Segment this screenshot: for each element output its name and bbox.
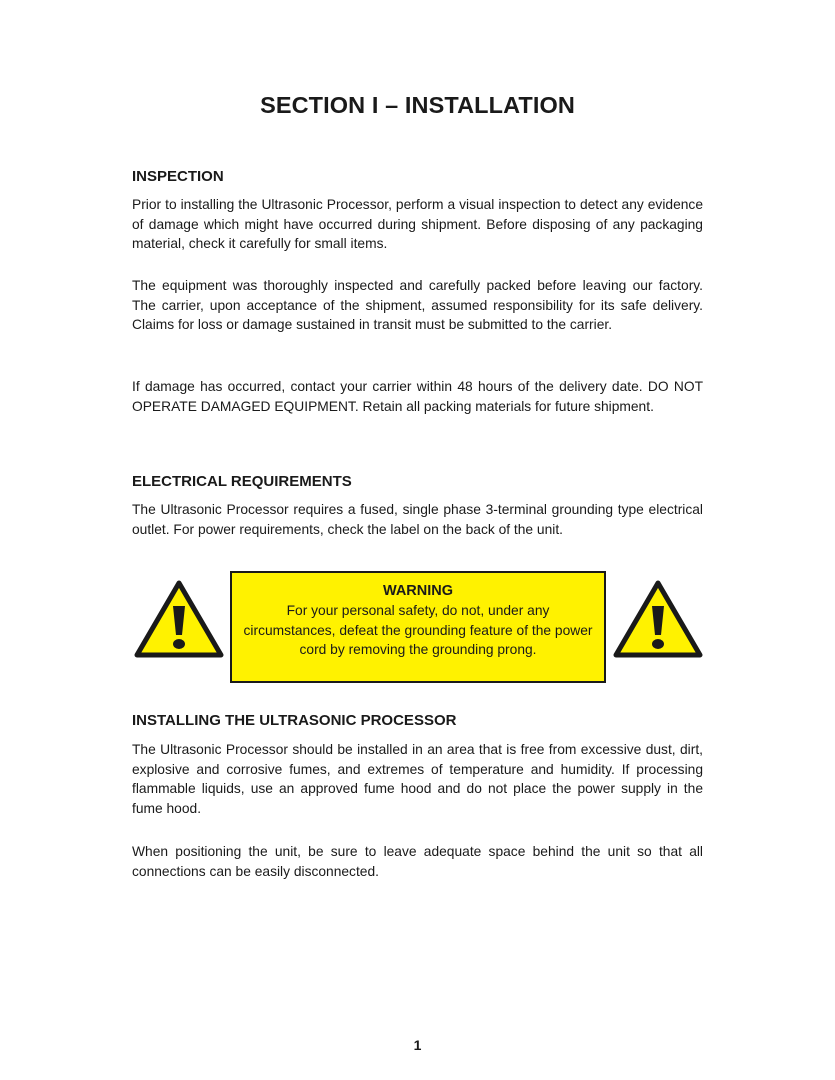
warning-box bbox=[230, 571, 606, 683]
electrical-paragraph: The Ultrasonic Processor requires a fused, single phase 3-terminal grounding type electrical outlet. For power requirements, check the label on the back of the unit. bbox=[132, 502, 703, 537]
installing-paragraph-2: When positioning the unit, be sure to leave adequate space behind the unit so that all connections can be easily disconnected. bbox=[132, 844, 703, 879]
page-title: SECTION I – INSTALLATION bbox=[260, 92, 575, 118]
electrical-heading: ELECTRICAL REQUIREMENTS bbox=[132, 473, 352, 490]
warning-notice bbox=[132, 571, 703, 687]
installing-heading: INSTALLING THE ULTRASONIC PROCESSOR bbox=[132, 712, 457, 729]
warning-triangle-icon bbox=[613, 580, 703, 658]
warning-triangle-icon bbox=[134, 580, 224, 658]
installing-paragraph-1: The Ultrasonic Processor should be installed in an area that is free from excessive dust, dirt, explosive and corrosive fumes, and extremes of temperature and humidity. If processing flammable liquids, use an approved fume hood and do not place the power supply in the fume hood. bbox=[132, 742, 703, 816]
inspection-paragraph-3: If damage has occurred, contact your carrier within 48 hours of the delivery date. DO NOT OPERATE DAMAGED EQUIPMENT. Retain all packing materials for future shipment. bbox=[132, 379, 703, 414]
inspection-paragraph-1: Prior to installing the Ultrasonic Processor, perform a visual inspection to detect any evidence of damage which might have occurred during shipment. Before disposing of any packaging material, check it carefully for small items. bbox=[132, 197, 703, 251]
inspection-paragraph-2: The equipment was thoroughly inspected and carefully packed before leaving our factory. The carrier, upon acceptance of the shipment, assumed responsibility for its safe delivery. Claims for loss or damage sustained in transit must be submitted to the carrier. bbox=[132, 278, 703, 332]
warning-title: WARNING bbox=[382, 583, 454, 599]
page-number: 1 bbox=[413, 1037, 422, 1053]
inspection-heading: INSPECTION bbox=[132, 168, 224, 185]
warning-text: For your personal safety, do not, under any circumstances, defeat the grounding feature of the power cord by removing the grounding prong. bbox=[243, 603, 593, 657]
